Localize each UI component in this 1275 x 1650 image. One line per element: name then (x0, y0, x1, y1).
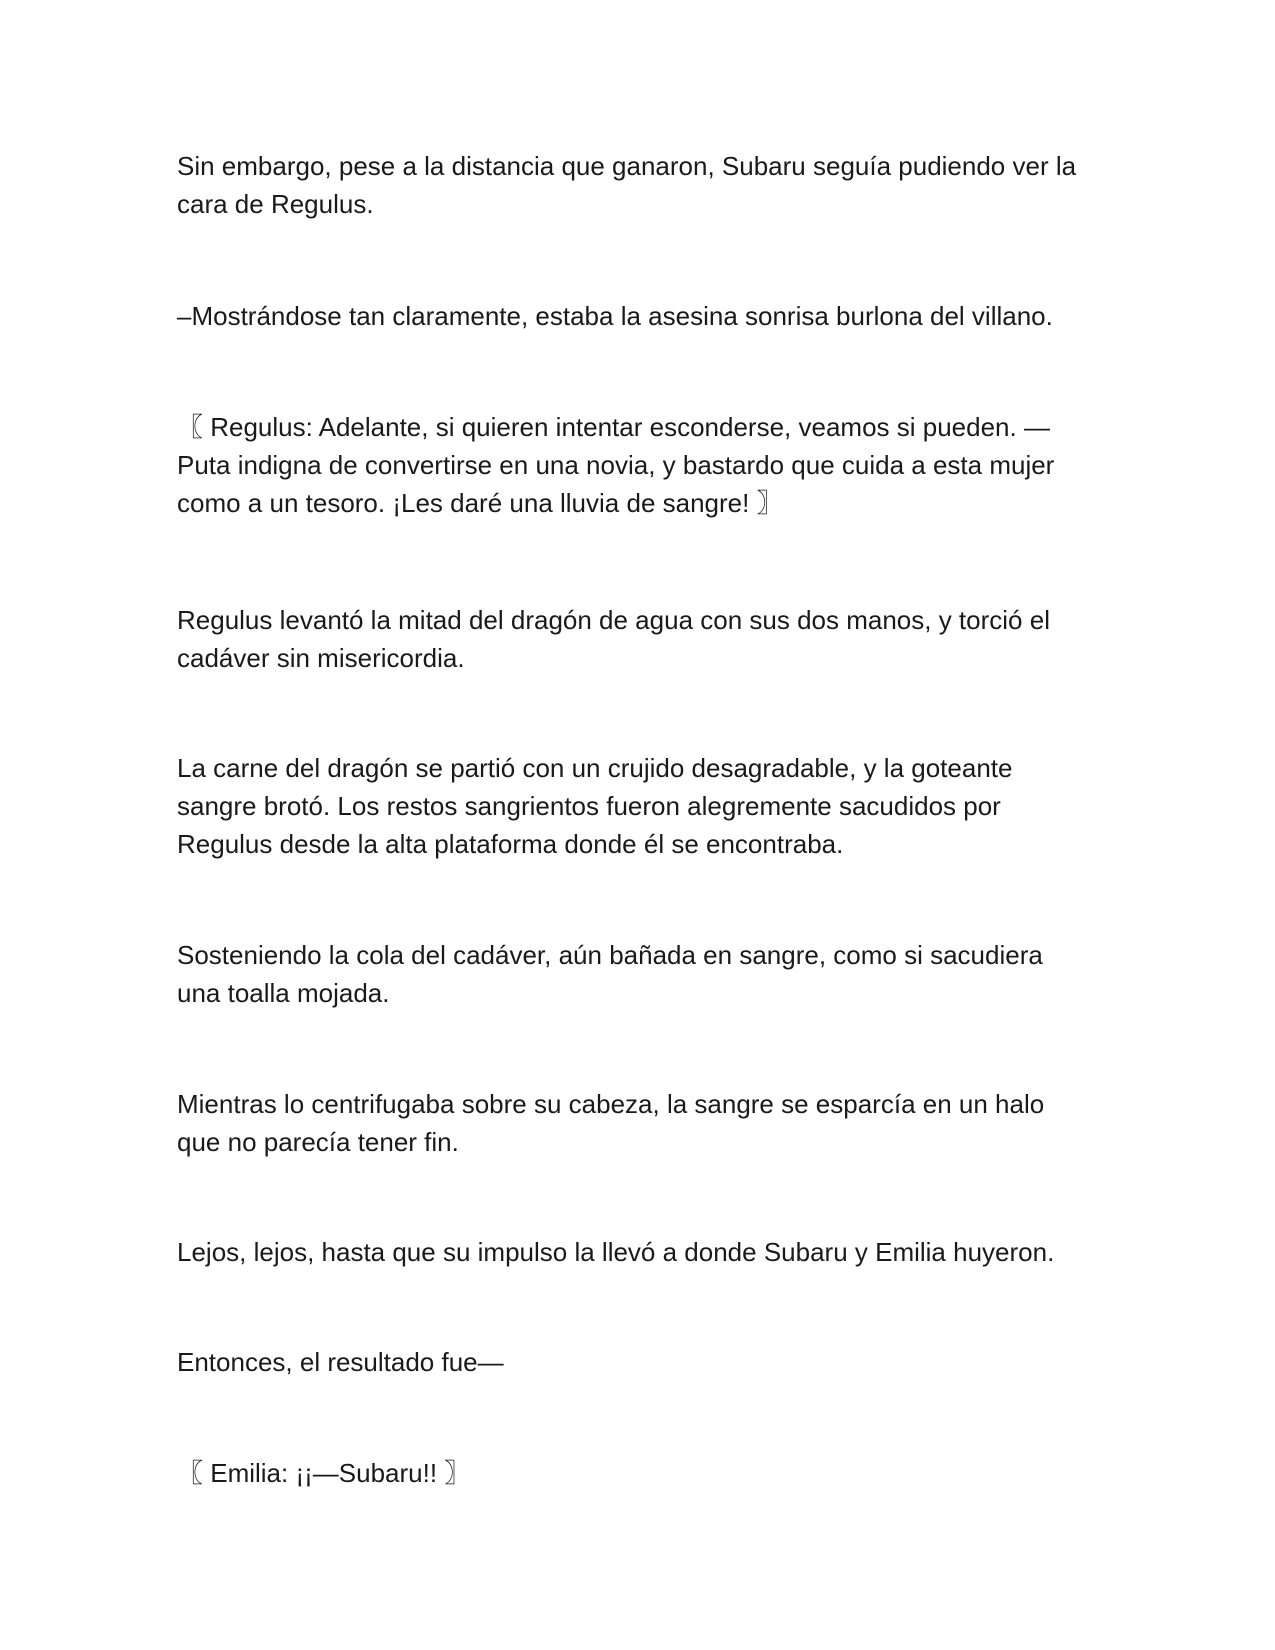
dialogue-emilia: 〖 Emilia: ¡¡—Subaru!! 〗 (177, 1458, 471, 1488)
paragraph-9: Entonces, el resultado fue— (177, 1347, 504, 1377)
paragraph-1: Sin embargo, pese a la distancia que ganaron, Subaru seguía pudiendo ver la cara de Regulus. (177, 151, 1077, 219)
paragraph-2: –Mostrándose tan claramente, estaba la asesina sonrisa burlona del villano. (177, 301, 1053, 331)
dialogue-regulus: 〖 Regulus: Adelante, si quieren intentar esconderse, veamos si pueden. — Puta indigna de convertirse en una novia, y bastardo que cuida a esta mujer como a un tesoro. ¡Les daré una lluvia de sangre! 〗 (177, 412, 1055, 518)
paragraph-8: Lejos, lejos, hasta que su impulso la llevó a donde Subaru y Emilia huyeron. (177, 1237, 1055, 1267)
paragraph-6: Sosteniendo la cola del cadáver, aún bañada en sangre, como si sacudiera una toalla mojada. (177, 940, 1043, 1008)
paragraph-7: Mientras lo centrifugaba sobre su cabeza, la sangre se esparcía en un halo que no parecía tener fin. (177, 1089, 1045, 1157)
paragraph-5: La carne del dragón se partió con un crujido desagradable, y la goteante sangre brotó. Los restos sangrientos fueron alegremente sacudidos por Regulus desde la alta plataforma donde él se encontraba. (177, 753, 1013, 859)
paragraph-4: Regulus levantó la mitad del dragón de agua con sus dos manos, y torció el cadáver sin misericordia. (177, 605, 1050, 673)
